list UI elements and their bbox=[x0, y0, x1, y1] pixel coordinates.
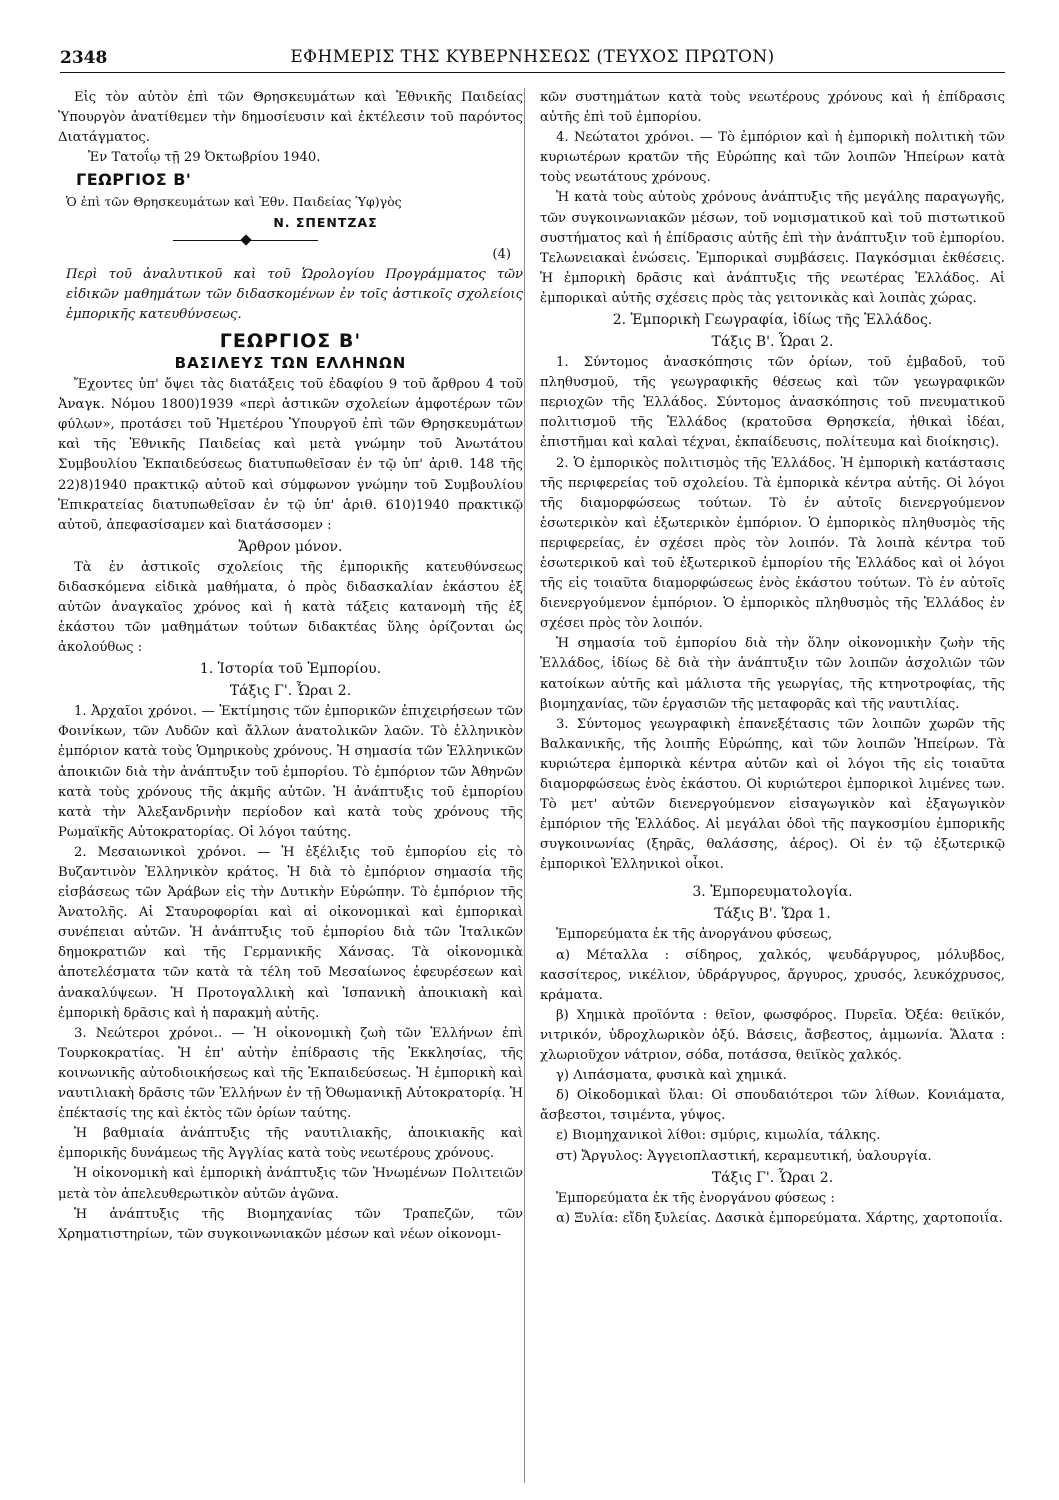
decree-title: Περὶ τοῦ ἀναλυτικοῦ καὶ τοῦ Ὡρολογίου Προγράμματος τῶν εἰδικῶν μαθημάτων τῶν διδασκομένων ἐν τοῖς ἀστικοῖς σχολείοις ἐμπορικῆς κατευθύνσεως. bbox=[66, 266, 523, 322]
list-item-chemicals: β) Χημικὰ προϊόντα : θεῖον, φωσφόρος. Πυρεῖα. Ὀξέα: θειϊκόν, νιτρικόν, ὑδροχλωρικὸν ὀξύ. Βάσεις, ἄσβεστος, ἀμμωνία. Ἅλατα : χλωριοῦχον νάτριον, σόδα, ποτάσσα, θειϊκὸς χαλκός. bbox=[540, 1007, 1005, 1064]
list-item-metals: α) Μέταλλα : σίδηρος, χαλκός, ψευδάργυρος, μόλυβδος, κασσίτερος, νικέλιον, ὑδράργυρος, ἄργυρος, χρυσός, λευκόχρυσος, κράματα. bbox=[540, 947, 1005, 1003]
section-3b-class: Τάξις Γ'. Ὧραι 2. bbox=[711, 1169, 834, 1186]
left-column bbox=[58, 88, 523, 1488]
organic-goods-heading: Ἐμπορεύματα ἐκ τῆς ἐνοργάνου φύσεως : bbox=[556, 1190, 835, 1206]
right-column bbox=[540, 88, 1005, 1488]
minister-name: Ν. ΣΠΕΝΤΖΑΣ bbox=[273, 214, 378, 230]
list-item-industrial-stones: ε) Βιομηχανικοὶ λίθοι: σμύρις, κιμωλία, τάλκης. bbox=[556, 1128, 881, 1144]
article-text: Τὰ ἐν ἀστικοῖς σχολείοις τῆς ἐμπορικῆς κατευθύνσεως διδασκόμενα εἰδικὰ μαθήματα, ὁ πρὸς διδασκαλίαν ἑκάστου ἐξ αὐτῶν ἀναγκαῖος χρόνος καὶ ἡ κατὰ τάξεις κατανομὴ τῆς ἐξ ἑκάστου τῶν μαθημάτων τούτων διδακτέας ὕλης ὁρίζονται ὡς ἀκολούθως : bbox=[58, 559, 523, 656]
decree-number: (4) bbox=[492, 246, 511, 262]
paragraph-commercial-civilization: 2. Ὁ ἐμπορικὸς πολιτισμὸς τῆς Ἑλλάδος. Ἡ ἐμπορικὴ κατάστασις τῆς περιφερείας τοῦ σχολείου. Τὰ ἐμπορικὰ κέντρα αὐτῆς. Οἱ λόγοι τῆς διαμορφώσεως τούτων. Τὸ ἐν αὐτοῖς διενεργούμενον ἐσωτερικὸν καὶ ἐξωτερικὸν ἐμπόριον. Ὁ ἐμπορικὸς πληθυσμὸς τῆς περιφερείας, ἐν σχέσει πρὸς τὸν λοιπόν. Τὰ λοιπὰ κέντρα τοῦ ἐσωτερικοῦ καὶ τοῦ ἐξωτερικοῦ ἐμπορίου τῆς Ἑλλάδος καὶ οἱ λόγοι τῆς εἰς τοιαῦτα διαμορφώσεως ἑνὸς ἑκάστου τούτων. Τὸ ἐν αὐτοῖς διενεργούμενον ἐμπόριον. Ὁ ἐμπορικὸς πληθυσμὸς τῆς Ἑλλάδος ἐν σχέσει πρὸς τὸν λοιπόν. bbox=[540, 455, 1005, 632]
separator-ornament bbox=[58, 233, 523, 249]
paragraph-production: Ἡ κατὰ τοὺς αὐτοὺς χρόνους ἀνάπτυξις τῆς μεγάλης παραγωγῆς, τῶν συγκοινωνιακῶν μέσων, τοῦ νομισματικοῦ καὶ τοῦ πιστωτικοῦ συστήματος καὶ ἡ ἐπίδρασις αὐτῆς ἐπὶ τὴν ἀνάπτυξιν τοῦ ἐμπορίου. Τελωνειακαὶ ἑνώσεις. Ἐμπορικαὶ συμβάσεις. Παγκόσμιαι ἐκθέσεις. Ἡ ἐμπορικὴ δρᾶσις καὶ ἀνάπτυξις τῆς νεωτέρας Ἑλλάδος. Αἱ ἐμπορικαὶ αὐτῆς σχέσεις πρὸς τὰς γειτονικὰς καὶ λοιπὰς χώρας. bbox=[540, 190, 1005, 306]
section-2-class: Τάξις Β'. Ὧραι 2. bbox=[711, 334, 834, 351]
page-header bbox=[60, 46, 1005, 73]
minister-title: Ὁ ἐπὶ τῶν Θρησκευμάτων καὶ Ἐθν. Παιδείας Ὑφ)γὸς bbox=[66, 194, 402, 210]
paragraph-importance-of-trade: Ἡ σημασία τοῦ ἐμπορίου διὰ τὴν ὅλην οἰκονομικὴν ζωὴν τῆς Ἑλλάδος, ἰδίως δὲ διὰ τὴν ἀνάπτυξιν τῶν λοιπῶν ἀσχολιῶν τῶν κατοίκων αὐτῆς καὶ μάλιστα τῆς γεωργίας, τῆς κτηνοτροφίας, τῆς βιομηχανίας, τῶν ἐργασιῶν τῆς μεταφορᾶς καὶ τῆς ναυτιλίας. bbox=[540, 636, 1005, 712]
list-item-clay: στ) Ἄργυλος: Ἀγγειοπλαστική, κεραμευτική, ὑαλουργία. bbox=[556, 1148, 932, 1164]
paragraph-geography-overview: 1. Σύντομος ἀνασκόπησις τῶν ὁρίων, τοῦ ἐμβαδοῦ, τοῦ πληθυσμοῦ, τῆς γεωγραφικῆς θέσεως καὶ τῶν γεωγραφικῶν περιοχῶν τῆς Ἑλλάδος. Σύντομος ἀνασκόπησις τοῦ πνευματικοῦ πολιτισμοῦ τῆς Ἑλλάδος (κρατοῦσα Θρησκεία, ἠθικαὶ ἰδέαι, ἐπιστῆμαι καὶ καλαὶ τέχναι, ἐκπαίδευσις, πολίτευμα καὶ διοίκησις). bbox=[540, 355, 1005, 451]
section-3-class: Τάξις Β'. Ὥρα 1. bbox=[714, 906, 831, 923]
paragraph-medieval-times: 2. Μεσαιωνικοὶ χρόνοι. — Ἡ ἐξέλιξις τοῦ ἐμπορίου εἰς τὸ Βυζαντινὸν Ἑλληνικὸν κράτος. Ἡ διὰ τὸ ἐμπόριον σημασία τῆς εἰσβάσεως τῶν Ἀράβων εἰς τὴν Δυτικὴν Εὐρώπην. Τὸ ἐμπόριον τῆς Ἀνατολῆς. Αἱ Σταυροφορίαι καὶ αἱ οἰκονομικαὶ καὶ ἐμπορικαὶ συνέπειαι αὐτῶν. Ἡ ἀνάπτυξις τοῦ ἐμπορίου διὰ τῶν Ἰταλικῶν δημοκρατιῶν καὶ τῆς Γερμανικῆς Χάνσας. Τὰ οἰκονομικὰ ἀποτελέσματα τῶν κατὰ τὰ τέλη τοῦ Μεσαίωνος ἐφευρέσεων καὶ ἀνακαλύψεων. Ἡ Προτογαλλικὴ καὶ Ἰσπανικὴ ἀποικιακὴ καὶ ἐμπορικὴ δρᾶσις καὶ ἡ παρακμὴ αὐτῆς. bbox=[58, 844, 523, 1021]
decree-date: Ἐν Τατοΐῳ τῇ 29 Ὀκτωβρίου 1940. bbox=[88, 150, 321, 166]
page-number: 2348 bbox=[60, 48, 108, 68]
paragraph-industry: Ἡ ἀνάπτυξις τῆς Βιομηχανίας τῶν Τραπεζῶν, τῶν Χρηματιστηρίων, τῶν συγκοινωνιακῶν μέσων καὶ νέων οἰκονομι- bbox=[58, 1206, 523, 1242]
decree-closing-paragraph: Εἰς τὸν αὐτὸν ἐπὶ τῶν Θρησκευμάτων καὶ Ἐθνικῆς Παιδείας Ὑπουργὸν ἀνατίθεμεν τὴν δημοσίευσιν καὶ ἐκτέλεσιν τοῦ παρόντος Διατάγματος. bbox=[58, 90, 523, 146]
preamble: Ἔχοντες ὑπ' ὄψει τὰς διατάξεις τοῦ ἐδαφίου 9 τοῦ ἄρθρου 4 τοῦ Ἀναγκ. Νόμου 1800)1939 «περὶ ἀστικῶν σχολείων ἀμφοτέρων τῶν φύλων», προτάσει τοῦ Ἡμετέρου Ὑπουργοῦ ἐπὶ τῶν Θρησκευμάτων καὶ τῆς Ἐθνικῆς Παιδείας καὶ μετὰ γνώμην τοῦ Ἀνωτάτου Συμβουλίου Ἐκπαιδεύσεως διατυπωθεῖσαν ἐν τῷ ὑπ' ἀριθ. 148 τῆς 22)8)1940 πρακτικῷ αὐτοῦ καὶ σύμφωνον γνώμην τοῦ Συμβουλίου Ἐπικρατείας διατυπωθεῖσαν ἐν τῷ ὑπ' ἀριθ. 610)1940 πρακτικῷ αὐτοῦ, ἀπεφασίσαμεν καὶ διατάσσομεν : bbox=[58, 377, 523, 533]
list-item-building-materials: δ) Οἰκοδομικαὶ ὕλαι: Οἱ σπουδαιότεροι τῶν λίθων. Κονιάματα, ἄσβεστοι, τσιμέντα, γύψος. bbox=[540, 1088, 1005, 1124]
paragraph-united-states: Ἡ οἰκονομικὴ καὶ ἐμπορικὴ ἀνάπτυξις τῶν Ἡνωμένων Πολιτειῶν μετὰ τὸν ἀπελευθερωτικὸν αὐτῶν ἀγῶνα. bbox=[58, 1166, 523, 1202]
section-3-title: 3. Ἐμπορευματολογία. bbox=[692, 884, 853, 901]
article-heading: Ἄρθρον μόνον. bbox=[238, 538, 343, 555]
king-signature: ΓΕΩΡΓΙΟΣ Β' bbox=[76, 170, 192, 190]
paragraph-ancient-times: 1. Ἀρχαῖοι χρόνοι. — Ἐκτίμησις τῶν ἐμπορικῶν ἐπιχειρήσεων τῶν Φοινίκων, τῶν Λυδῶν καὶ ἄλλων ἀνατολικῶν λαῶν. Τὸ ἑλληνικὸν ἐμπόριον κατὰ τοὺς Ὁμηρικοὺς χρόνους. Ἡ σημασία τῶν Ἑλληνικῶν ἀποικιῶν διὰ τὴν ἀνάπτυξιν τοῦ ἐμπορίου. Τὸ ἐμπόριον τῶν Ἀθηνῶν κατὰ τοὺς χρόνους τῆς ἀκμῆς αὐτῶν. Ἡ ἀνάπτυξις τοῦ ἐμπορίου κατὰ τὴν Ἀλεξανδρινὴν περίοδον καὶ κατὰ τοὺς χρόνους τῆς Ρωμαϊκῆς Αὐτοκρατορίας. Οἱ λόγοι ταύτης. bbox=[58, 704, 523, 840]
paragraph-most-recent-times: 4. Νεώτατοι χρόνοι. — Τὸ ἐμπόριον καὶ ἡ ἐμπορικὴ πολιτικὴ τῶν κυριωτέρων κρατῶν τῆς Εὐρώπης καὶ τῶν λοιπῶν Ἠπείρων κατὰ τοὺς νεωτάτους χρόνους. bbox=[540, 130, 1005, 186]
king-heading: ΓΕΩΡΓΙΟΣ Β' bbox=[219, 330, 362, 353]
list-item-fertilizers: γ) Λιπάσματα, φυσικὰ καὶ χημικά. bbox=[556, 1068, 787, 1084]
paragraph-continuation: κῶν συστημάτων κατὰ τοὺς νεωτέρους χρόνους καὶ ἡ ἐπίδρασις αὐτῆς ἐπὶ τοῦ ἐμπορίου. bbox=[540, 90, 1005, 126]
column-divider bbox=[524, 88, 525, 1483]
section-2-title: 2. Ἐμπορικὴ Γεωγραφία, ἰδίως τῆς Ἑλλάδος. bbox=[612, 312, 933, 329]
king-subheading: ΒΑΣΙΛΕΥΣ ΤΩΝ ΕΛΛΗΝΩΝ bbox=[174, 354, 407, 373]
paragraph-other-countries: 3. Σύντομος γεωγραφικὴ ἐπανεξέτασις τῶν λοιπῶν χωρῶν τῆς Βαλκανικῆς, τῆς λοιπῆς Εὐρώπης, καὶ τῶν λοιπῶν Ἠπείρων. Τὰ κυριώτερα ἐμπορικὰ κέντρα αὐτῶν καὶ οἱ λόγοι τῆς εἰς τοιαῦτα διαμορφώσεως ἑνὸς ἑκάστου. Οἱ κυριώτεροι ἐμπορικοὶ λιμένες των. Τὸ μετ' αὐτῶν διενεργούμενον εἰσαγωγικὸν καὶ ἐξαγωγικὸν ἐμπόριον τῆς Ἑλλάδος. Αἱ μεγάλαι ὁδοὶ τῆς παγκοσμίου ἐμπορικῆς συγκοινωνίας (ξηρᾶς, θαλάσσης, ἀέρος). Οἱ ἐν τῷ ἐξωτερικῷ ἐμπορικοὶ Ἑλληνικοὶ οἶκοι. bbox=[540, 716, 1005, 873]
section-1-class: Τάξις Γ'. Ὧραι 2. bbox=[229, 683, 352, 700]
paragraph-england: Ἡ βαθμιαία ἀνάπτυξις τῆς ναυτιλιακῆς, ἀποικιακῆς καὶ ἐμπορικῆς δυνάμεως τῆς Ἀγγλίας κατὰ τοὺς νεωτέρους χρόνους. bbox=[58, 1126, 523, 1162]
paragraph-modern-times: 3. Νεώτεροι χρόνοι.. — Ἡ οἰκονομικὴ ζωὴ τῶν Ἑλλήνων ἐπὶ Τουρκοκρατίας. Ἡ ἐπ' αὐτὴν ἐπίδρασις τῆς Ἐκκλησίας, τῆς κοινωνικῆς αὐτοδιοικήσεως καὶ τῆς Ἐκπαιδεύσεως. Ἡ ἐμπορικὴ καὶ ναυτιλιακὴ δρᾶσις τῶν Ἑλλήνων ἐν τῇ Ὀθωμανικῇ Αὐτοκρατορίᾳ. Ἡ ἐπέκτασίς της καὶ ἐκτὸς τῶν ὁρίων ταύτης. bbox=[58, 1025, 523, 1122]
section-1-title: 1. Ἱστορία τοῦ Ἐμπορίου. bbox=[199, 661, 382, 678]
inorganic-goods-heading: Ἐμπορεύματα ἐκ τῆς ἀνοργάνου φύσεως, bbox=[556, 927, 833, 943]
gazette-title: ΕΦΗΜΕΡΙΣ ΤΗΣ ΚΥΒΕΡΝΗΣΕΩΣ (ΤΕΥΧΟΣ ΠΡΩΤΟΝ) bbox=[290, 47, 775, 67]
list-item-wood: α) Ξυλία: εἴδη ξυλείας. Δασικὰ ἐμπορεύματα. Χάρτης, χαρτοποιΐα. bbox=[556, 1210, 1003, 1226]
separator-diamond-icon bbox=[240, 234, 251, 245]
